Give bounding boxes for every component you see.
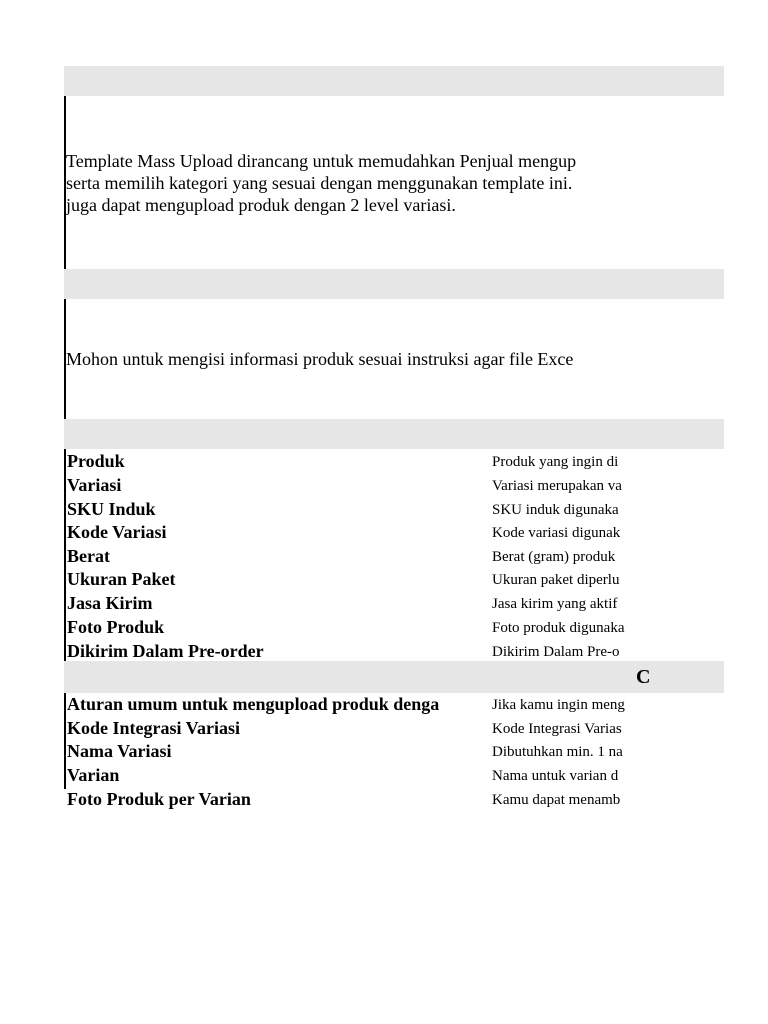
variation-border [64,693,66,789]
field-desc-produk: Produk yang ingin di [492,454,619,470]
header-band-3 [64,419,724,449]
variation-label-varian: Varian [67,765,120,785]
header-band-4 [64,661,724,693]
field-label-sku-induk: SKU Induk [67,499,156,519]
variation-desc-foto-per-varian: Kamu dapat menamb [492,792,621,808]
field-label-foto-produk: Foto Produk [67,617,165,637]
field-desc-sku-induk: SKU induk digunaka [492,502,619,518]
field-desc-variasi: Variasi merupakan va [492,478,622,494]
intro-line-3: juga dapat mengupload produk dengan 2 level variasi. [66,195,456,215]
field-label-produk: Produk [67,451,125,471]
field-label-kode-variasi: Kode Variasi [67,522,167,542]
field-label-ukuran-paket: Ukuran Paket [67,569,176,589]
intro-line-2: serta memilih kategori yang sesuai dengan menggunakan template ini. [66,173,573,193]
variation-desc-nama-variasi: Dibutuhkan min. 1 na [492,744,623,760]
variation-desc-aturan-umum: Jika kamu ingin meng [492,697,625,713]
variation-label-nama-variasi: Nama Variasi [67,741,172,761]
field-desc-kode-variasi: Kode variasi digunak [492,525,621,541]
field-label-pre-order: Dikirim Dalam Pre-order [67,641,264,661]
variation-section-header: C [636,666,651,688]
field-label-berat: Berat [67,546,110,566]
variation-desc-kode-integrasi: Kode Integrasi Varias [492,721,622,737]
fields-border [64,449,66,661]
field-label-jasa-kirim: Jasa Kirim [67,593,153,613]
variation-desc-varian: Nama untuk varian d [492,768,619,784]
header-band-1 [64,66,724,96]
field-desc-ukuran-paket: Ukuran paket diperlu [492,572,620,588]
variation-label-foto-per-varian: Foto Produk per Varian [67,789,251,809]
variation-label-kode-integrasi: Kode Integrasi Variasi [67,718,241,738]
field-desc-berat: Berat (gram) produk [492,549,616,565]
field-desc-jasa-kirim: Jasa kirim yang aktif [492,596,618,612]
field-label-variasi: Variasi [67,475,122,495]
header-band-2 [64,269,724,299]
field-desc-foto-produk: Foto produk digunaka [492,620,625,636]
intro-line-1: Template Mass Upload dirancang untuk memudahkan Penjual mengup [66,151,577,171]
instruction-text: Mohon untuk mengisi informasi produk sesuai instruksi agar file Exce [66,349,574,369]
variation-label-aturan-umum: Aturan umum untuk mengupload produk denga [67,694,440,714]
field-desc-pre-order: Dikirim Dalam Pre-o [492,644,620,660]
